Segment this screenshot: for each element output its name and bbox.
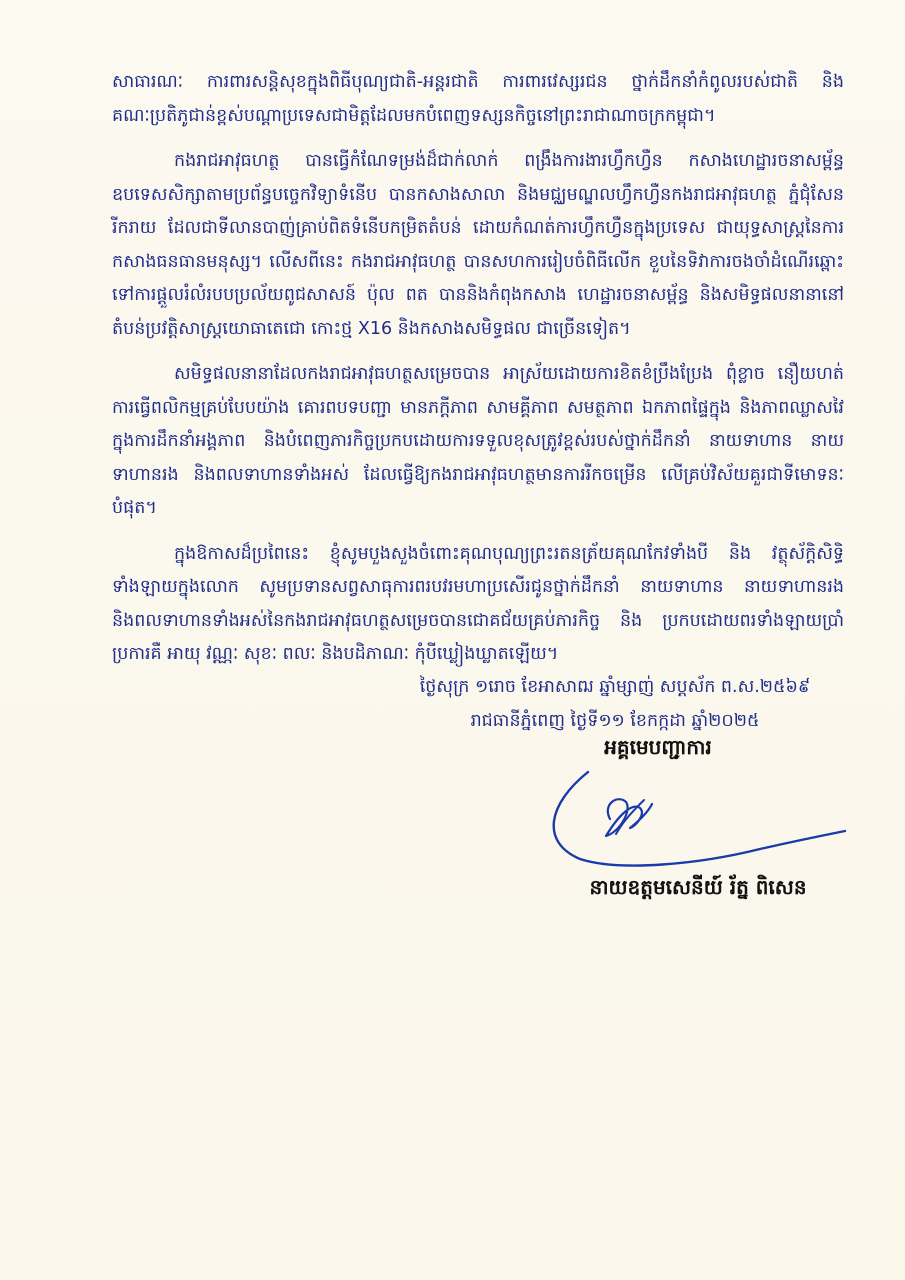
letter-body <box>112 66 844 684</box>
lunar-date: ថ្ងៃសុក្រ ១រោច ខែអាសាឍ ឆ្នាំម្សាញ់ សប្តស័ក ព.ស.២៥៦៩ <box>419 677 811 697</box>
date-block <box>395 670 835 738</box>
paragraph-2: កងរាជអាវុធហត្ថ បានធ្វើកំណែទម្រង់ដ៏ជាក់លាក់ ពង្រឹងការងារហ្វឹកហ្វឺន កសាងហេដ្ឋារចនាសម្ព័ន្ធ ឧបទេសសិក្សាតាមប្រព័ន្ធបច្ចេកវិទ្យាទំនើប បានកសាងសាលា និងមជ្ឈមណ្ឌលហ្វឹកហ្វឺនកងរាជអាវុធហត្ថ ភ្នំជុំសែនរីករាយ ដែលជាទីលានបាញ់គ្រាប់ពិតទំនើបកម្រិតតំបន់ ដោយកំណត់ការហ្វឹកហ្វឺនក្នុងប្រទេស ជាយុទ្ធសាស្ត្រនៃការកសាងធនធានមនុស្ស។ លើសពីនេះ កងរាជអាវុធហត្ថ បានសហការរៀបចំពិធីលើក ខួបនៃទិវាការចងចាំដំណើរឆ្ពោះទៅការផ្តួលរំលំរបបប្រល័យពូជសាសន៍ ប៉ុល ពត បាននិងកំពុងកសាង ហេដ្ឋារចនាសម្ព័ន្ធ និងសមិទ្ធផលនានានៅតំបន់ប្រវត្តិសាស្ត្រយោធាតេជោ កោះថ្ម X16 និងកសាងសមិទ្ធផល ជាច្រើនទៀត។ <box>112 151 844 339</box>
paragraph-1: សាធារណៈ ការពារសន្តិសុខក្នុងពិធីបុណ្យជាតិ-អន្តរជាតិ ការពារវេស្សរជន ថ្នាក់ដឹកនាំកំពូលរបស់ជាតិ និងគណៈប្រតិភូជាន់ខ្ពស់បណ្តាប្រទេសជាមិត្តដែលមកបំពេញទស្សនកិច្ចនៅព្រះរាជាណាចក្រកម្ពុជា។ <box>112 72 844 126</box>
paragraph-3: សមិទ្ធផលនានាដែលកងរាជអាវុធហត្ថសម្រេចបាន អាស្រ័យដោយការខិតខំប្រឹងប្រែង ពុំខ្លាច នឿយហត់ ការធ្វើពលិកម្មគ្រប់បែបយ៉ាង គោរពបទបញ្ជា មានភក្តីភាព សាមគ្គីភាព សមត្ថភាព ឯកភាពផ្ទៃក្នុង និងភាពឈ្លាសវៃក្នុងការដឹកនាំអង្គភាព និងបំពេញភារកិច្ចប្រកបដោយការទទួលខុសត្រូវខ្ពស់របស់ថ្នាក់ដឹកនាំ នាយទាហាន នាយទាហានរង និងពលទាហានទាំងអស់ ដែលធ្វើឱ្យកងរាជអាវុធហត្ថមានការរីកចម្រើន លើគ្រប់វិស័យគួរជាទីមោទនៈបំផុត។ <box>112 364 844 518</box>
signatory-name: នាយឧត្តមសេនីយ៍ រ័ត្ន ពិសេន <box>589 875 807 899</box>
solar-date: រាជធានីភ្នំពេញ ថ្ងៃទី១១ ខែកក្កដា ឆ្នាំ២០២៥ <box>470 711 760 731</box>
signatory-title: អគ្គមេបញ្ជាការ <box>604 735 712 759</box>
handwritten-signature <box>540 764 850 879</box>
paragraph-4: ក្នុងឱកាសដ៏ប្រពៃនេះ ខ្ញុំសូមបួងសួងចំពោះគុណបុណ្យព្រះរតនត្រ័យគុណកែវទាំងបី និង វត្ថុស័ក្តិសិទ្ធិទាំងឡាយក្នុងលោក សូមប្រទានសព្វសាធុការពរបវរមហាប្រសើរជូនថ្នាក់ដឹកនាំ នាយទាហាន នាយទាហានរង និងពលទាហានទាំងអស់នៃកងរាជអាវុធហត្ថសម្រេចបានជោគជ័យគ្រប់ភារកិច្ច និង ប្រកបដោយពរទាំងឡាយប្រាំប្រការគឺ អាយុ វណ្ណៈ សុខៈ ពលៈ និងបដិភាណៈ កុំបីឃ្លៀងឃ្លាតឡើយ។ <box>112 543 844 664</box>
